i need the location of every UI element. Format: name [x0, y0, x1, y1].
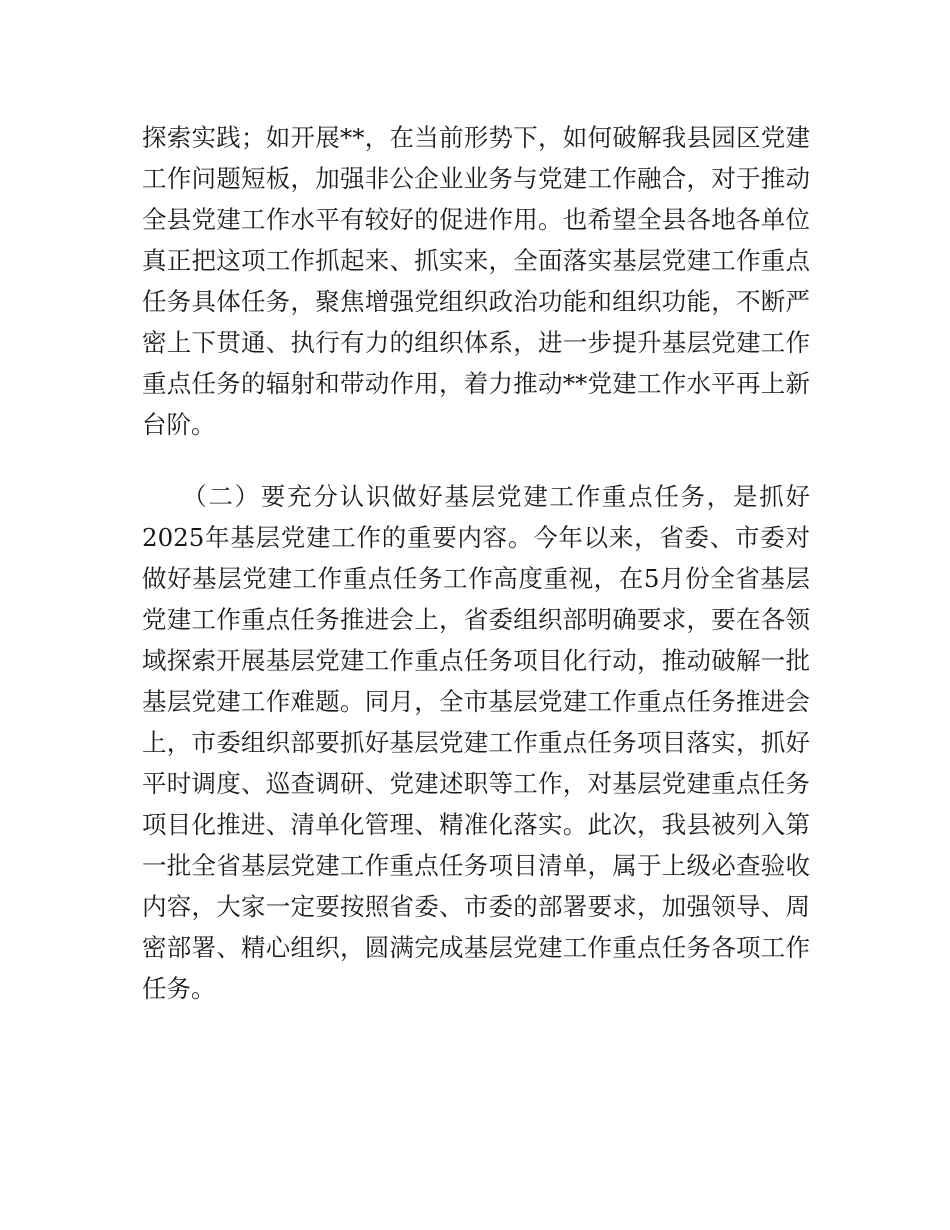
paragraph-line: 密上下贯通、执行有力的组织体系，进一步提升基层党建工作 — [142, 328, 810, 357]
paragraph-line: 密部署、精心组织，圆满完成基层党建工作重点任务各项工作 — [142, 933, 810, 962]
paragraph-line: 任务具体任务，聚焦增强党组织政治功能和组织功能，不断严 — [142, 287, 810, 316]
paragraph-line: 平时调度、巡查调研、党建述职等工作，对基层党建重点任务 — [142, 769, 810, 798]
paragraph-line: 项目化推进、清单化管理、精准化落实。此次，我县被列入第 — [142, 810, 810, 839]
paragraph-line: 域探索开展基层党建工作重点任务项目化行动，推动破解一批 — [142, 646, 810, 675]
paragraph-line: 真正把这项工作抓起来、抓实来，全面落实基层党建工作重点 — [142, 246, 810, 275]
paragraph-line: 2025年基层党建工作的重要内容。今年以来，省委、市委对 — [142, 523, 810, 552]
paragraph-line: 工作问题短板，加强非公企业业务与党建工作融合，对于推动 — [142, 164, 810, 193]
paragraph-line: 做好基层党建工作重点任务工作高度重视，在5月份全省基层 — [142, 564, 810, 593]
paragraph-line: 全县党建工作水平有较好的促进作用。也希望全县各地各单位 — [142, 205, 810, 234]
paragraph-line: 探索实践；如开展**，在当前形势下，如何破解我县园区党建 — [142, 123, 810, 152]
paragraph-line: 党建工作重点任务推进会上，省委组织部明确要求，要在各领 — [142, 605, 810, 634]
paragraph-line: 内容，大家一定要按照省委、市委的部署要求，加强领导、周 — [142, 892, 810, 921]
paragraph-line: 重点任务的辐射和带动作用，着力推动**党建工作水平再上新 — [142, 369, 810, 398]
paragraph-line: 一批全省基层党建工作重点任务项目清单，属于上级必查验收 — [142, 851, 810, 880]
paragraph-line: 基层党建工作难题。同月，全市基层党建工作重点任务推进会 — [142, 687, 810, 716]
paragraph-1 — [142, 117, 810, 445]
paragraph-line: 台阶。 — [142, 410, 216, 439]
paragraph-line: （二）要充分认识做好基层党建工作重点任务，是抓好 — [142, 482, 810, 511]
paragraph-2 — [142, 476, 810, 1009]
paragraph-line: 上，市委组织部要抓好基层党建工作重点任务项目落实，抓好 — [142, 728, 810, 757]
paragraph-line: 任务。 — [142, 974, 216, 1003]
